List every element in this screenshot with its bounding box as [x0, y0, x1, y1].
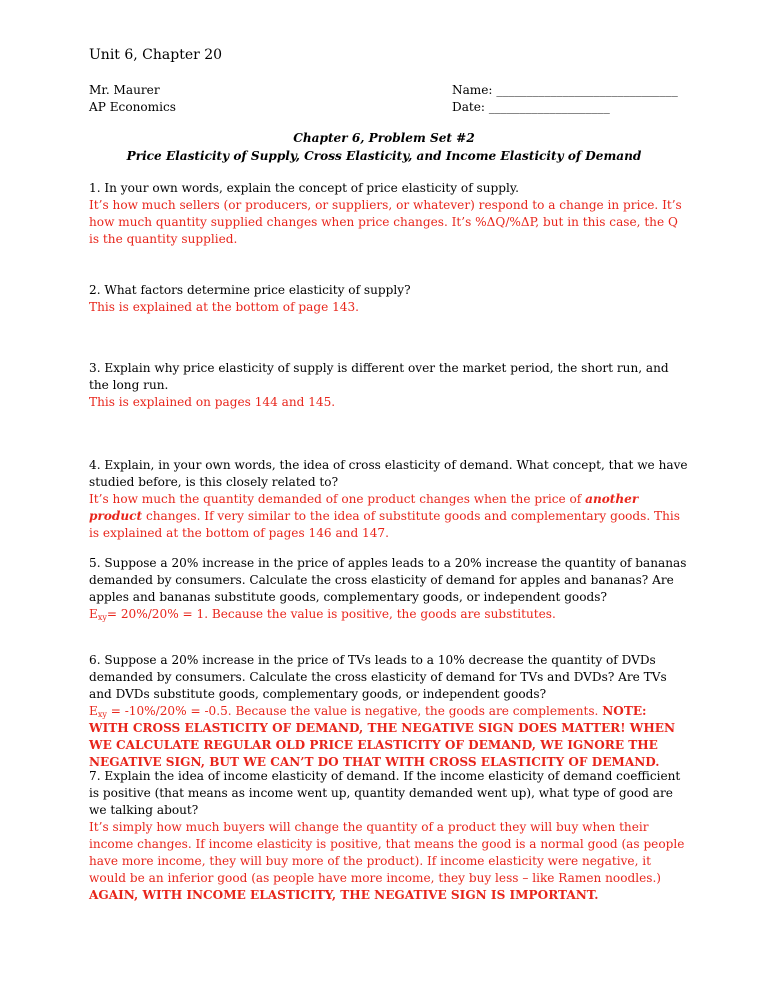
elasticity-symbol: E [89, 607, 98, 621]
question-text: 1. In your own words, explain the concept of price elasticity of supply. [89, 181, 519, 195]
question-7 [89, 768, 689, 904]
name-field: Name: ______________________________ [452, 83, 678, 97]
answer-part: changes. If very similar to the idea of substitute goods and complementary goods. This is explained at the bottom of pages 146 and 147. [89, 509, 680, 540]
question-2 [89, 282, 689, 316]
question-text: 6. Suppose a 20% increase in the price of TVs leads to a 10% decrease the quantity of DVDs demanded by consumers. Calculate the cross elasticity of demand for TVs and DVDs? Are TVs and DVDs substitute goods, complementary goods, or independent goods? [89, 653, 667, 701]
question-5 [89, 555, 689, 623]
elasticity-subscript: xy [97, 613, 107, 622]
question-4 [89, 457, 689, 542]
teacher-name: Mr. Maurer [89, 83, 160, 97]
student-block [452, 82, 678, 116]
answer-text: It’s how much sellers (or producers, or suppliers, or whatever) respond to a change in price. It’s how much quantity supplied changes when price changes. It’s %ΔQ/%ΔP, but in this case, the Q is the quantity supplied. [89, 198, 682, 246]
date-field: Date: ____________________ [452, 100, 610, 114]
title-block [89, 129, 679, 165]
question-text: 4. Explain, in your own words, the idea of cross elasticity of demand. What concept, that we have studied before, is this closely related to? [89, 458, 688, 489]
answer-note: NOTE: WITH CROSS ELASTICITY OF DEMAND, THE NEGATIVE SIGN DOES MATTER! WHEN WE CALCULATE REGULAR OLD PRICE ELASTICITY OF DEMAND, WE IGNORE THE NEGATIVE SIGN, BUT WE CAN’T DO THAT WITH CROSS ELASTICITY OF DEMAND. [89, 704, 676, 769]
answer-part: = -10%/20% = -0.5. Because the value is negative, the goods are complements. [106, 704, 603, 718]
answer-text [89, 491, 689, 542]
question-3 [89, 360, 689, 411]
answer-part: = 20%/20% = 1. Because the value is positive, the goods are substitutes. [106, 607, 556, 621]
teacher-block [89, 82, 176, 116]
question-text: 3. Explain why price elasticity of supply is different over the market period, the short run, and the long run. [89, 361, 669, 392]
question-6 [89, 652, 689, 771]
answer-text [89, 819, 689, 904]
answer-part: It’s how much the quantity demanded of one product changes when the price of [89, 492, 586, 506]
answer-emphasis: another product [89, 492, 639, 523]
page-subtitle: Price Elasticity of Supply, Cross Elasticity, and Income Elasticity of Demand [126, 149, 642, 163]
question-text: 7. Explain the idea of income elasticity of demand. If the income elasticity of demand coefficient is positive (that means as income went up, quantity demanded went up), what type of good are we talking about? [89, 769, 681, 817]
answer-text: This is explained at the bottom of page 143. [89, 300, 360, 314]
answer-text [89, 703, 689, 771]
elasticity-subscript: xy [97, 710, 107, 719]
question-text: 2. What factors determine price elasticity of supply? [89, 283, 411, 297]
answer-part: It’s simply how much buyers will change the quantity of a product they will buy when their income changes. If income elasticity is positive, that means the good is a normal good (as people have more income, they will buy more of the product). If income elasticity were negative, it would be an inferior good (as people have more income, they buy less – like Ramen noodles.) [89, 820, 685, 885]
question-1 [89, 180, 689, 248]
unit-heading: Unit 6, Chapter 20 [89, 47, 223, 63]
question-text: 5. Suppose a 20% increase in the price of apples leads to a 20% increase the quantity of bananas demanded by consumers. Calculate the cross elasticity of demand for apples and bananas? Are apples and bananas substitute goods, complementary goods, or independent goods? [89, 556, 687, 604]
answer-note: AGAIN, WITH INCOME ELASTICITY, THE NEGATIVE SIGN IS IMPORTANT. [89, 888, 599, 902]
answer-text [89, 606, 689, 623]
course-name: AP Economics [89, 100, 176, 114]
elasticity-symbol: E [89, 704, 98, 718]
answer-text: This is explained on pages 144 and 145. [89, 395, 336, 409]
page-title: Chapter 6, Problem Set #2 [293, 131, 475, 145]
